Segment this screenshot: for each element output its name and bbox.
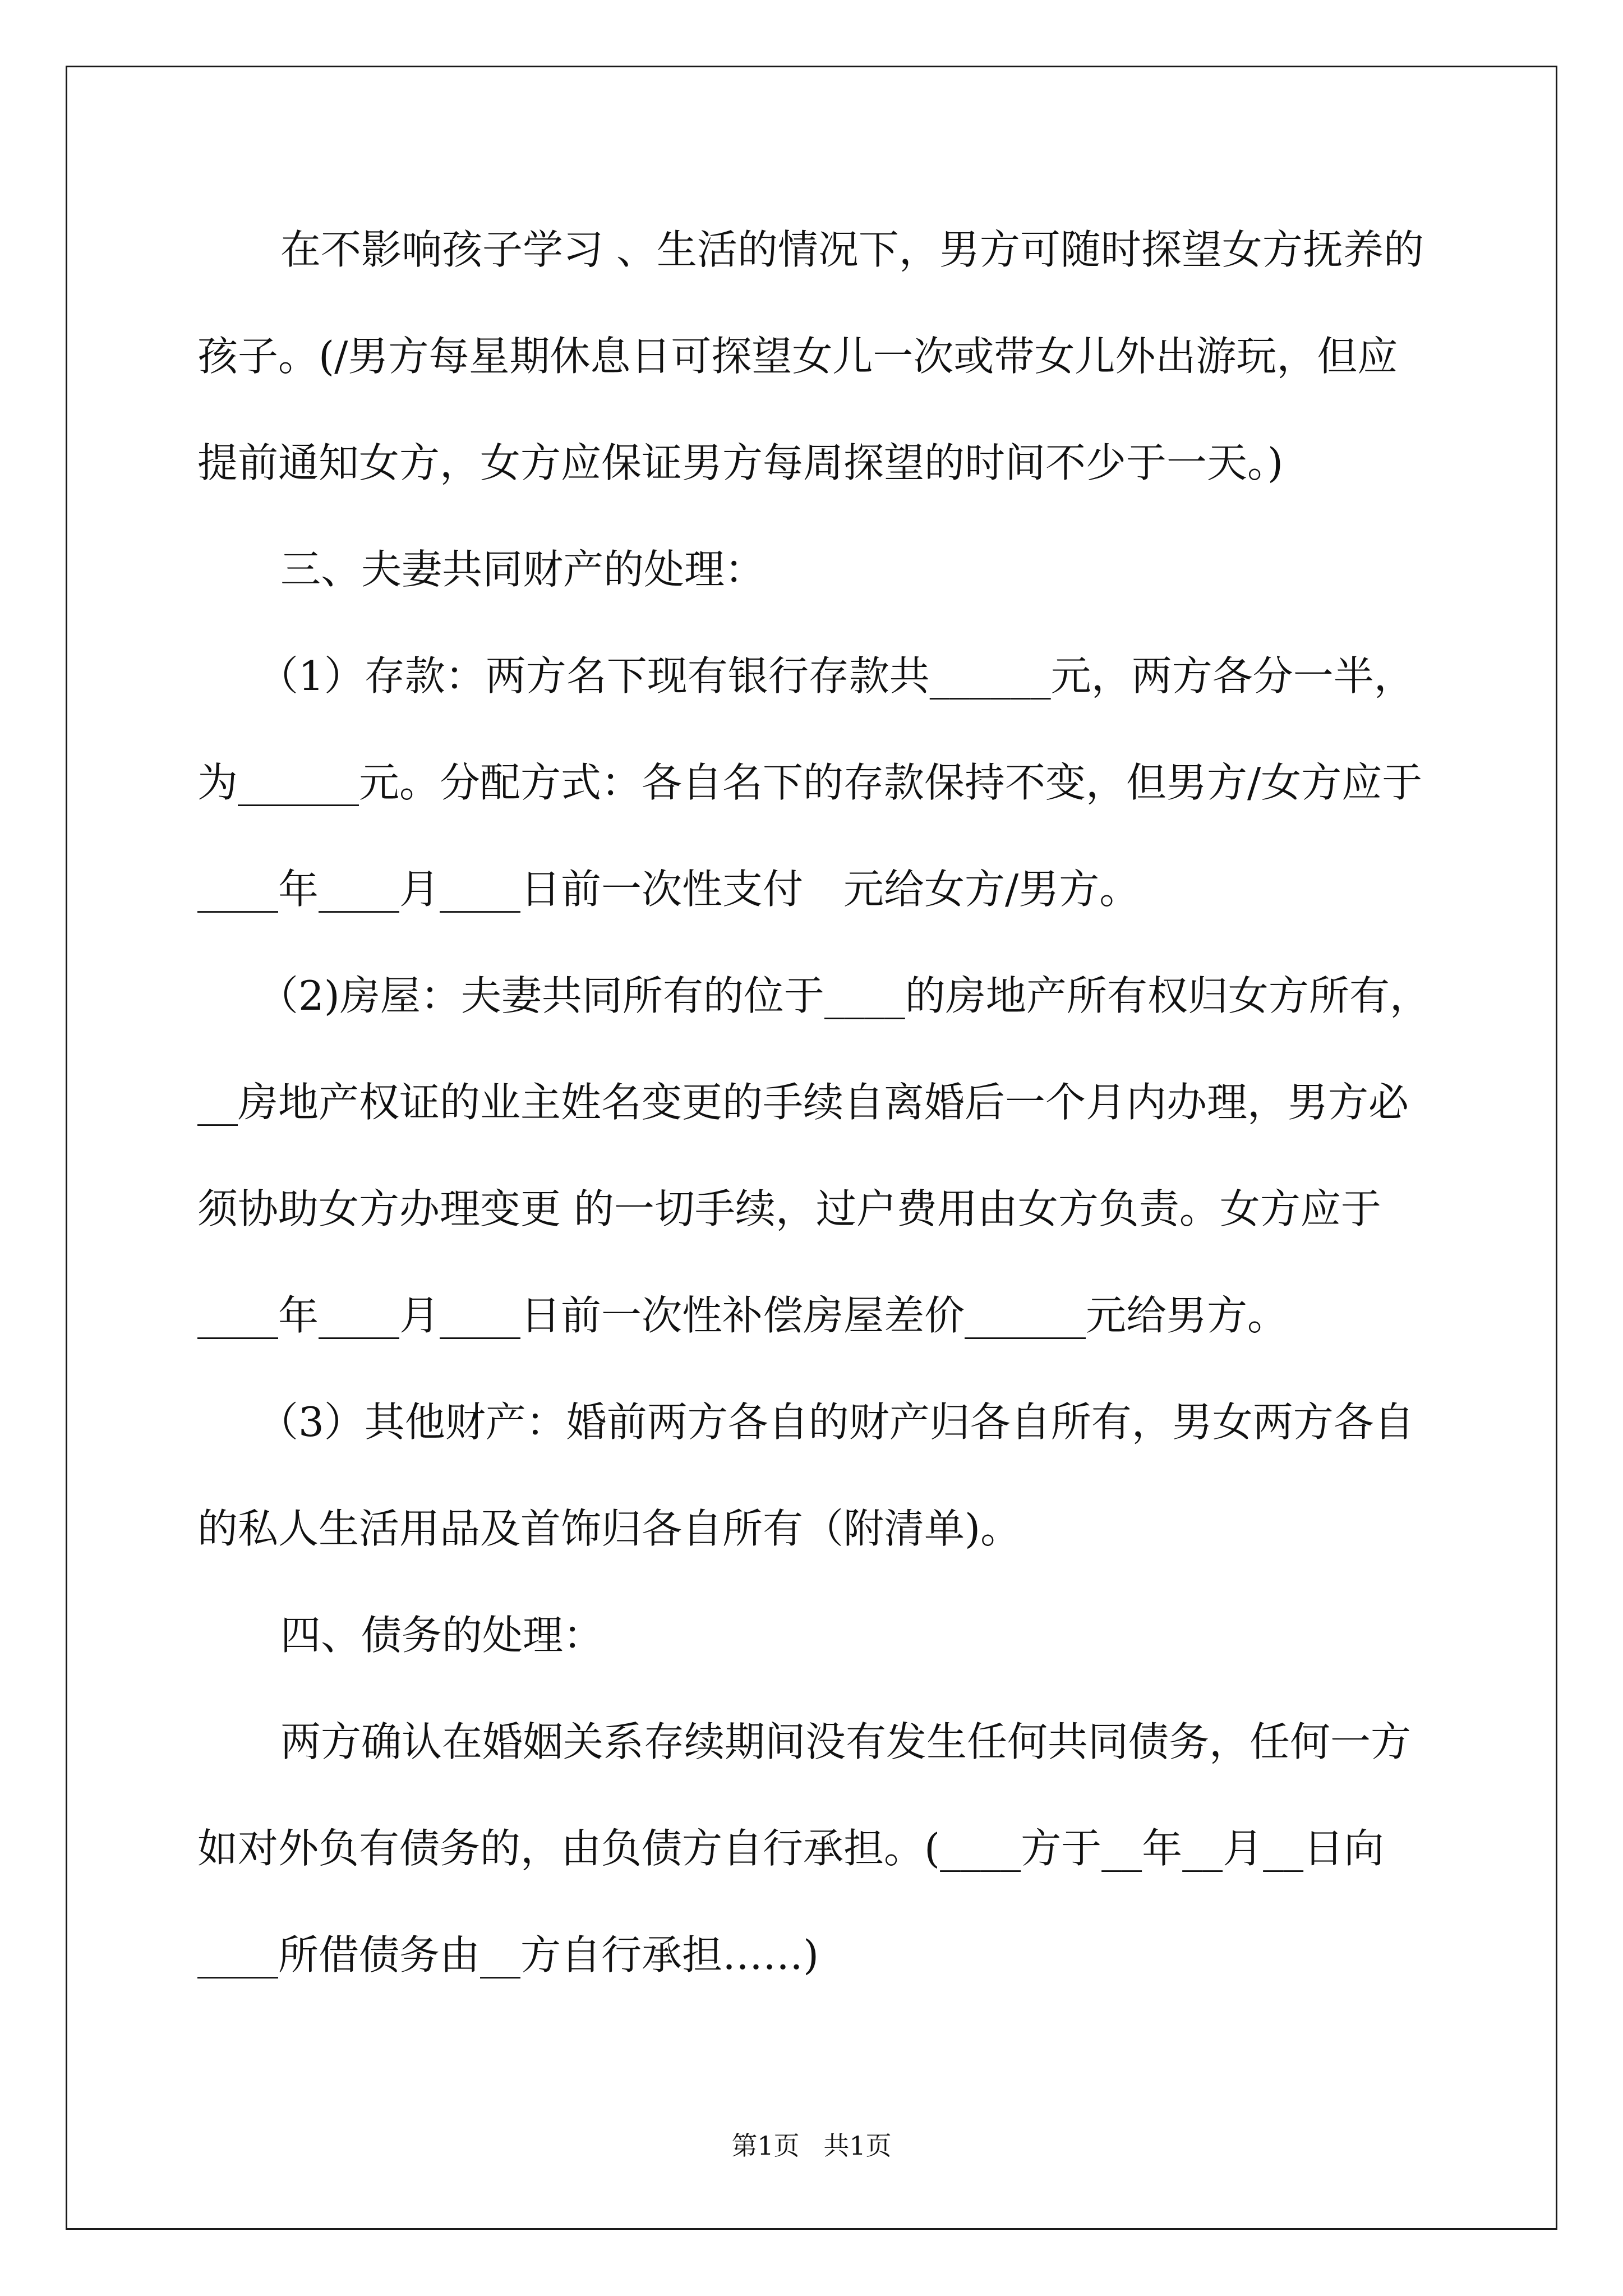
paragraph-line: 两方确认在婚姻关系存续期间没有发生任何共同债务，任何一方 — [280, 1718, 1412, 1765]
page-total: 共1页 — [823, 2131, 892, 2161]
paragraph-line: （2)房屋：夫妻共同所有的位于____的房地产所有权归女方所有， — [258, 972, 1430, 1019]
paragraph-line: （1）存款：两方名下现有银行存款共______元，两方各分一半， — [258, 652, 1414, 700]
paragraph-line: ____所借债务由__方自行承担……) — [197, 1931, 819, 1978]
paragraph-line: （3）其他财产：婚前两方各自的财产归各自所有，男女两方各自 — [258, 1398, 1414, 1446]
paragraph-line: ____年____月____日前一次性支付 元给女方/男方。 — [197, 866, 1140, 913]
page-footer — [0, 2129, 1623, 2162]
section-heading: 三、夫妻共同财产的处理： — [280, 546, 766, 593]
section-heading: 四、债务的处理： — [280, 1612, 604, 1659]
page-number: 第1页 — [731, 2131, 800, 2161]
paragraph-line: 为______元。分配方式：各自名下的存款保持不变，但男方/女方应于 — [197, 759, 1423, 806]
paragraph-line: __房地产权证的业主姓名变更的手续自离婚后一个月内办理，男方必 — [197, 1079, 1409, 1126]
paragraph-line: 如对外负有债务的，由负债方自行承担。(____方于__年__月__日向 — [197, 1825, 1385, 1872]
paragraph-line: 的私人生活用品及首饰归各自所有（附清单)。 — [197, 1505, 1021, 1552]
paragraph-line: 孩子。(/男方每星期休息日可探望女儿一次或带女儿外出游玩，但应 — [197, 333, 1398, 380]
paragraph-line: 提前通知女方，女方应保证男方每周探望的时间不少于一天。) — [197, 439, 1284, 486]
paragraph-line: ____年____月____日前一次性补偿房屋差价______元给男方。 — [197, 1292, 1288, 1339]
paragraph-line: 须协助女方办理变更 的一切手续，过户费用由女方负责。女方应于 — [197, 1185, 1381, 1232]
paragraph-line: 在不影响孩子学习 、生活的情况下，男方可随时探望女方抚养的 — [280, 226, 1424, 273]
